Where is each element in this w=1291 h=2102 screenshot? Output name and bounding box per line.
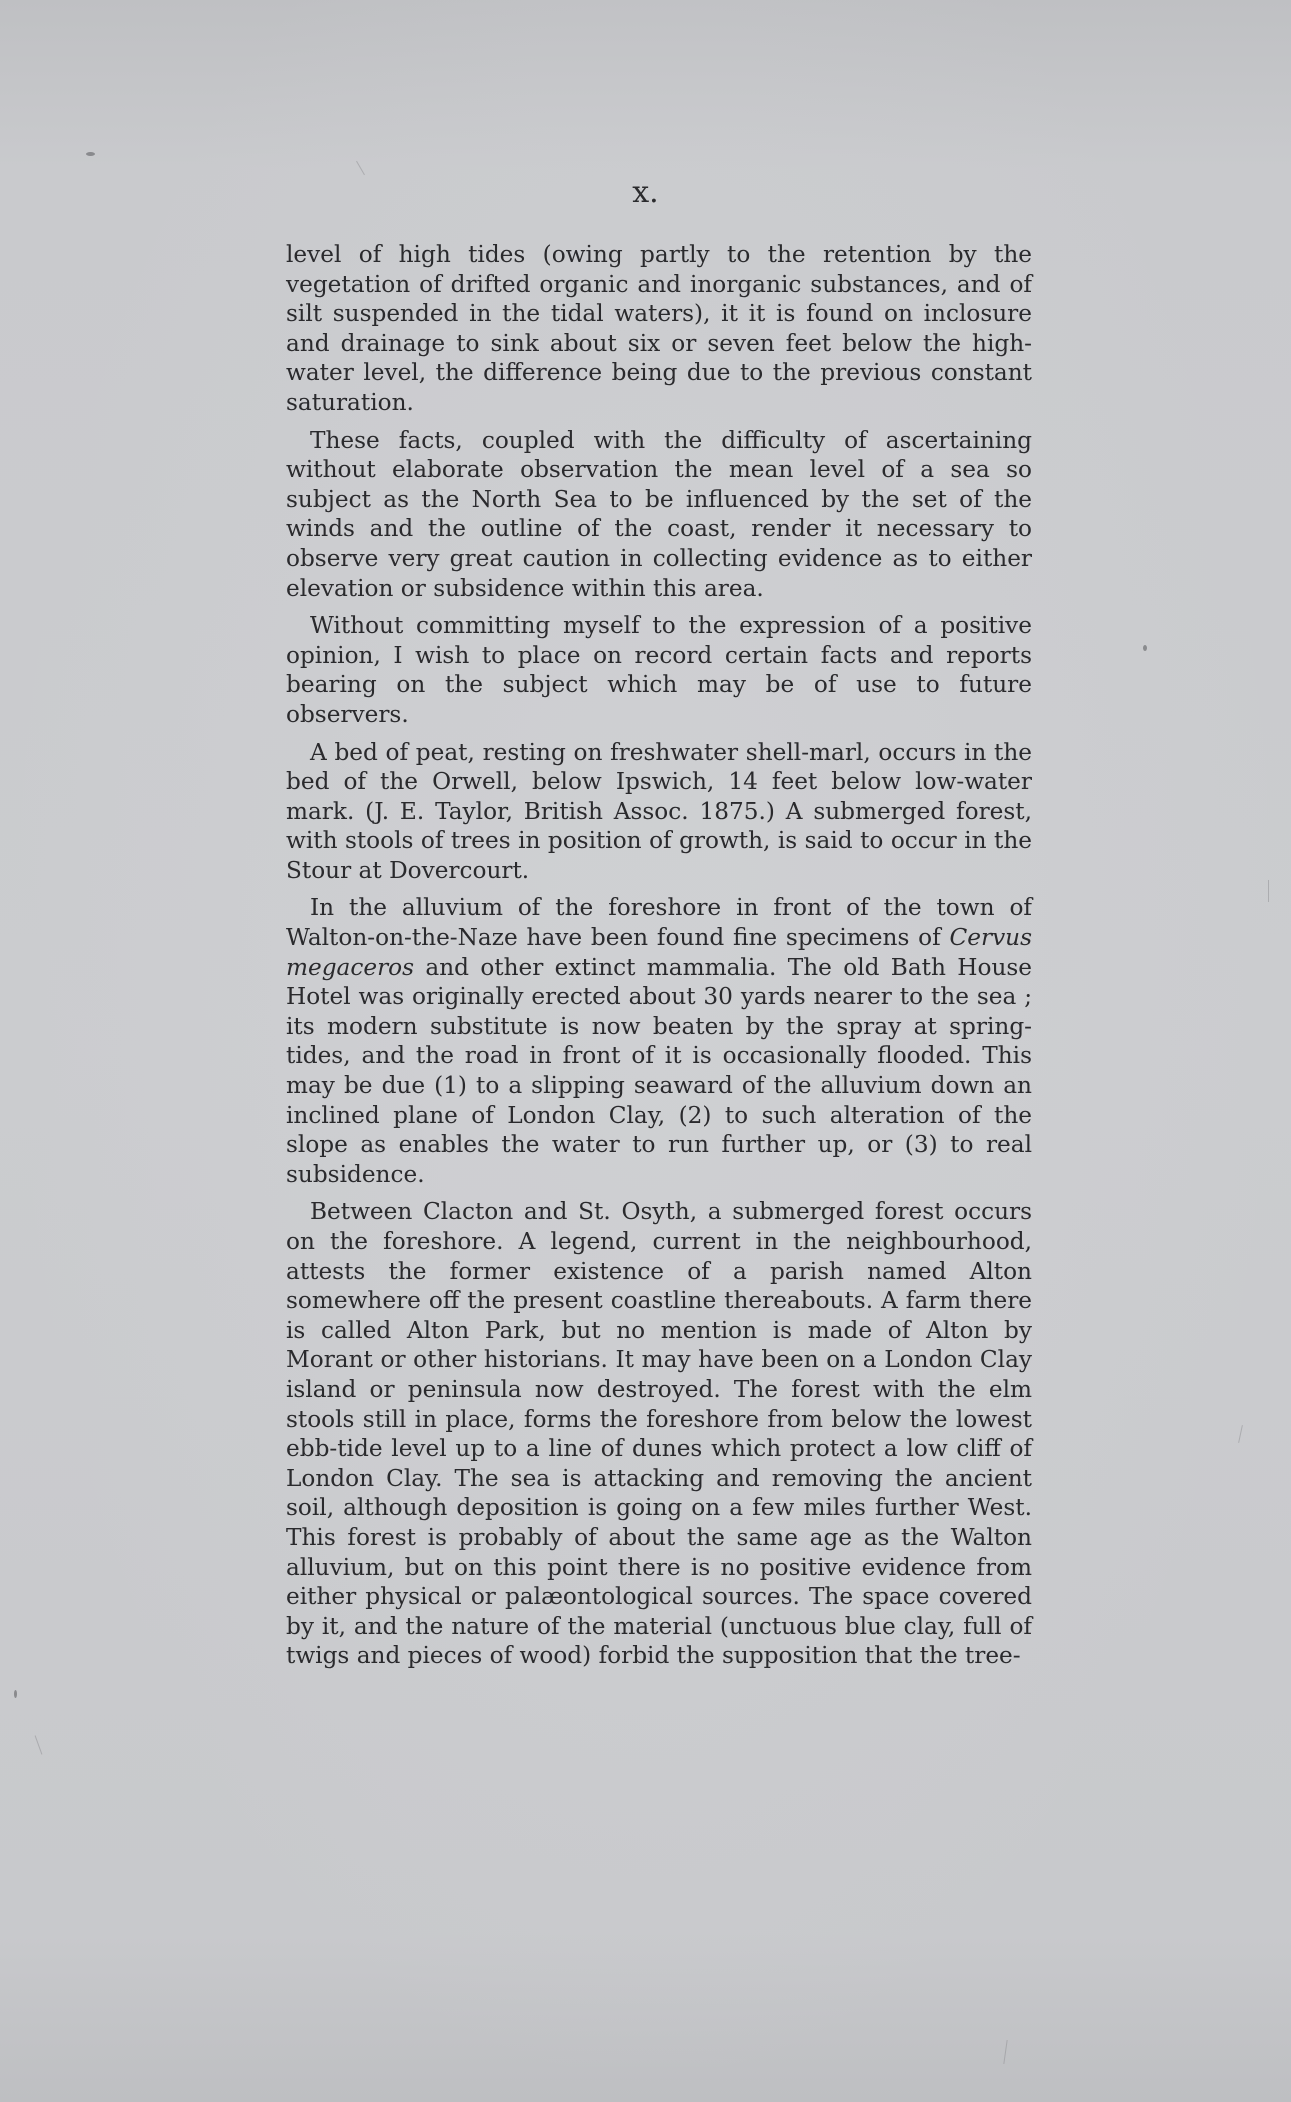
scan-scratch (1003, 2040, 1007, 2064)
page-number: x. (632, 175, 659, 210)
scan-speck (14, 1690, 17, 1698)
scan-scratch (356, 161, 365, 175)
scan-speck (86, 152, 95, 156)
scan-scratch (35, 1735, 43, 1754)
walton-text-before: In the alluvium of the foreshore in front of the town of Walton-on-the-Naze have been found fine specimens of (286, 894, 1032, 952)
paragraph-continuation: level of high tides (owing partly to the retention by the vegetation of drifted organic and inorganic substances, and of silt suspended in the tidal waters), it it is found on inclosure and drainage to sink about six or seven feet below the high-water level, the difference being due to the previous constant saturation. (286, 241, 1032, 416)
scan-speck (1143, 645, 1147, 651)
scan-scratch (1238, 1425, 1243, 1443)
scan-scratch (1268, 880, 1269, 902)
body-text (286, 240, 1032, 1679)
paragraph-facts-caution: These facts, coupled with the difficulty of ascertaining without elaborate observation the mean level of a sea so subject as the North Sea to be influenced by the set of the winds and the outline of the coast, render it necessary to observe very great caution in collecting evidence as to either elevation or subsidence within this area. (286, 426, 1032, 602)
paragraph-walton-alluvium (286, 893, 1032, 1189)
paragraph-clacton-forest: Between Clacton and St. Osyth, a submerged forest occurs on the foreshore. A legend, current in the neighbourhood, attests the former existence of a parish named Alton somewhere off the present coastline thereabouts. A farm there is called Alton Park, but no mention is made of Alton by Morant or other historians. It may have been on a London Clay island or peninsula now destroyed. The forest with the elm stools still in place, forms the foreshore from below the lowest ebb-tide level up to a line of dunes which protect a low cliff of London Clay. The sea is attacking and removing the ancient soil, although deposition is going on a few miles further West. This forest is probably of about the same age as the Walton alluvium, but on this point there is no positive evidence from either physical or palæontological sources. The space covered by it, and the nature of the material (unctuous blue clay, full of twigs and pieces of wood) forbid the supposition that the tree- (286, 1198, 1032, 1670)
walton-text-after: and other extinct mammalia. The old Bath House Hotel was originally erected about 30 yards nearer to the sea ; its modern substitute is now beaten by the spray at spring-tides, and the road in front of it is occasionally flooded. This may be due (1) to a slipping seaward of the alluvium down an inclined plane of London Clay, (2) to such alteration of the slope as enables the water to run further up, or (3) to real subsidence. (286, 953, 1032, 1188)
species-name-italic: Cervus megaceros (286, 924, 1032, 981)
paragraph-bed-of-peat: A bed of peat, resting on freshwater shell-marl, occurs in the bed of the Orwell, below Ipswich, 14 feet below low-water mark. (J. E. Taylor, British Assoc. 1875.) A submerged forest, with stools of trees in position of growth, is said to occur in the Stour at Dovercourt. (286, 738, 1032, 884)
paragraph-without-committing: Without committing myself to the expression of a positive opinion, I wish to place on record certain facts and reports bearing on the subject which may be of use to future observers. (286, 612, 1032, 728)
